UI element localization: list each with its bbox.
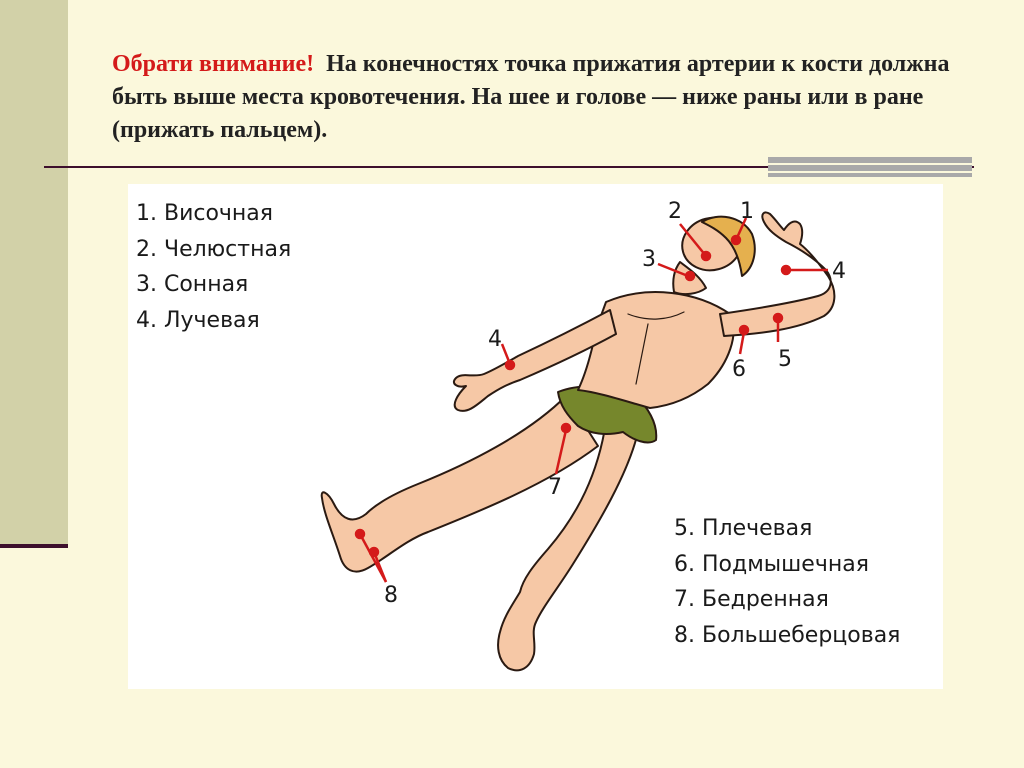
legend-artery-list-1 [136, 196, 291, 338]
legend-item-temporal: 1. Височная [136, 201, 274, 226]
marker-3: 3 [642, 247, 656, 272]
legend-artery-list-2 [674, 511, 900, 653]
pressure-points-figure [128, 184, 943, 689]
pressure-point-1 [732, 236, 740, 244]
pressure-point-4-left [506, 361, 514, 369]
legend-item-femoral: 7. Бедренная [674, 587, 829, 612]
legend-item-radial: 4. Лучевая [136, 307, 260, 333]
pressure-point-8a [356, 530, 364, 538]
attention-note [112, 48, 952, 147]
marker-4-right: 4 [832, 259, 846, 284]
legend-item-carotid: 3. Сонная [136, 272, 249, 297]
pressure-point-7 [562, 424, 570, 432]
pressure-point-3 [686, 272, 694, 280]
note-label: Обрати внимание! [112, 51, 315, 77]
pressure-point-8b [370, 548, 378, 556]
sidebar-band [0, 0, 68, 546]
marker-1: 1 [740, 199, 754, 224]
torso [578, 292, 734, 408]
pressure-point-4-right [782, 266, 790, 274]
marker-7: 7 [548, 475, 562, 500]
pressure-point-2 [702, 252, 710, 260]
sidebar-rule [0, 544, 68, 548]
marker-2: 2 [668, 199, 682, 224]
pressure-point-6 [740, 326, 748, 334]
legend-item-mandibular: 2. Челюстная [136, 236, 292, 262]
legend-item-brachial: 5. Плечевая [674, 516, 813, 541]
legend-item-tibial: 8. Большеберцовая [674, 622, 901, 648]
note-text: На конечностях точка прижатия артерии к кости должна быть выше места кровотечения. На шее и голове — ниже раны или в ране (прижать пальцем). [112, 51, 950, 143]
legend-item-axillary: 6. Подмышечная [674, 551, 869, 577]
decorative-grey-stripes [768, 157, 972, 177]
marker-4-left: 4 [488, 327, 502, 352]
pressure-point-5 [774, 314, 782, 322]
marker-8: 8 [384, 583, 398, 608]
marker-6: 6 [732, 357, 746, 382]
marker-5: 5 [778, 347, 792, 372]
